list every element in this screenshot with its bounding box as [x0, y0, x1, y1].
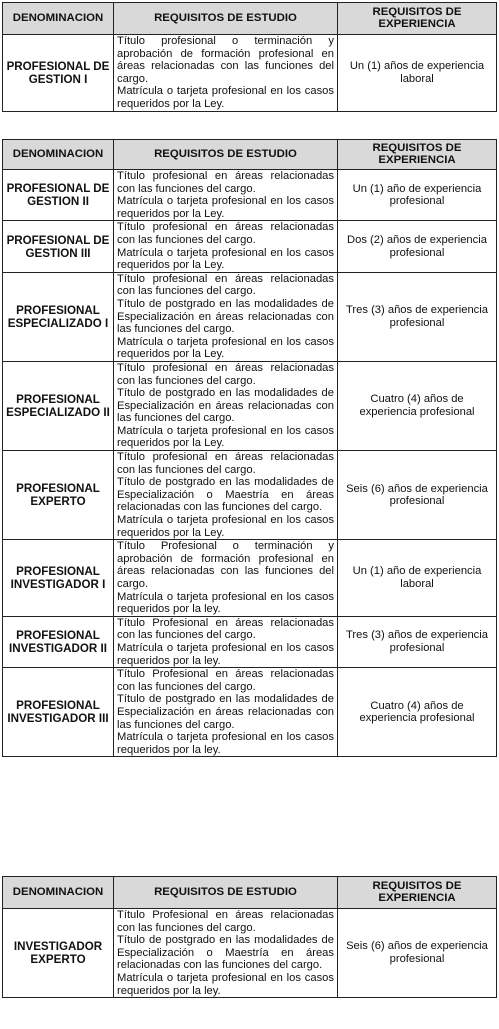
cargo-denominacion: PROFESIONAL INVESTIGADOR III	[3, 668, 114, 757]
requisitos-experiencia-cell: Seis (6) años de experiencia profesional	[338, 909, 497, 998]
header-denominacion: DENOMINACION	[3, 140, 114, 170]
table-row	[3, 361, 497, 450]
table-header	[3, 3, 497, 35]
requisito-estudio-text: Título Profesional en áreas relacionadas con las funciones del cargo.	[117, 668, 334, 693]
requisitos-estudio-cell	[114, 272, 338, 361]
requisito-estudio-text: Matrícula o tarjeta profesional en los casos requeridos por la ley.	[117, 971, 334, 997]
cargo-denominacion: PROFESIONAL INVESTIGADOR I	[3, 540, 114, 617]
requirements-table-1	[2, 2, 497, 112]
header-requisitos-experiencia: REQUISITOS DE EXPERIENCIA	[338, 140, 497, 170]
cargo-denominacion: PROFESIONAL ESPECIALIZADO II	[3, 361, 114, 450]
cargo-denominacion: PROFESIONAL DE GESTION III	[3, 221, 114, 272]
requisitos-estudio-cell	[114, 451, 338, 540]
table-row	[3, 616, 497, 667]
table-row	[3, 909, 497, 998]
requisito-estudio-text: Título de postgrado en las modalidades de Especialización en áreas relacionadas con las funciones del cargo.	[117, 387, 334, 425]
header-requisitos-estudio: REQUISITOS DE ESTUDIO	[114, 3, 338, 35]
requisito-estudio-text: Título profesional en áreas relacionadas con las funciones del cargo.	[117, 272, 334, 298]
requisitos-estudio-cell	[114, 668, 338, 757]
requisitos-experiencia-cell: Un (1) año de experiencia profesional	[338, 170, 497, 221]
requisitos-estudio-cell	[114, 616, 338, 667]
table-row	[3, 170, 497, 221]
requisito-estudio-text: Matrícula o tarjeta profesional en los casos requeridos por la ley.	[117, 731, 334, 756]
requisito-estudio-text: Título profesional en áreas relacionadas con las funciones del cargo.	[117, 221, 334, 246]
requisito-estudio-text: Matrícula o tarjeta profesional en los casos requeridos por la ley.	[117, 641, 334, 667]
requisitos-estudio-cell	[114, 909, 338, 998]
requisitos-estudio-cell	[114, 540, 338, 617]
requisito-estudio-text: Título de postgrado en las modalidades de Especialización en áreas relacionadas con las funciones del cargo.	[117, 693, 334, 731]
header-denominacion: DENOMINACION	[3, 3, 114, 35]
requisito-estudio-text: Título profesional o terminación y aprobación de formación profesional en áreas relacionadas con las funciones del cargo.	[117, 35, 334, 85]
requisito-estudio-text: Título Profesional o terminación y aprobación de formación profesional en áreas relacionadas con las funciones del cargo.	[117, 540, 334, 590]
cargo-denominacion: PROFESIONAL DE GESTION I	[3, 35, 114, 112]
requisitos-estudio-cell	[114, 170, 338, 221]
requisito-estudio-text: Título de postgrado en las modalidades de Especialización en áreas relacionadas con las funciones del cargo.	[117, 297, 334, 336]
table-row	[3, 451, 497, 540]
header-requisitos-experiencia: REQUISITOS DE EXPERIENCIA	[338, 3, 497, 35]
table-body	[3, 35, 497, 112]
requisito-estudio-text: Matrícula o tarjeta profesional en los casos requeridos por la ley.	[117, 590, 334, 616]
table-row	[3, 221, 497, 272]
requisitos-experiencia-cell: Tres (3) años de experiencia profesional	[338, 616, 497, 667]
requisito-estudio-text: Título de postgrado en las modalidades de Especialización o Maestría en áreas relacionadas con las funciones del cargo.	[117, 934, 334, 972]
requisitos-estudio-cell	[114, 35, 338, 112]
requisito-estudio-text: Título profesional en áreas relacionadas con las funciones del cargo.	[117, 361, 334, 387]
requisitos-experiencia-cell: Un (1) años de experiencia laboral	[338, 35, 497, 112]
table-header	[3, 877, 497, 909]
requisitos-experiencia-cell: Un (1) año de experiencia laboral	[338, 540, 497, 617]
requisito-estudio-text: Matrícula o tarjeta profesional en los casos requeridos por la Ley.	[117, 424, 334, 450]
requisito-estudio-text: Título de postgrado en las modalidades de Especialización o Maestría en áreas relacionadas con las funciones del cargo.	[117, 476, 334, 514]
table-header	[3, 140, 497, 170]
cargo-denominacion: PROFESIONAL EXPERTO	[3, 451, 114, 540]
header-requisitos-experiencia: REQUISITOS DE EXPERIENCIA	[338, 877, 497, 909]
table-row	[3, 540, 497, 617]
requisitos-estudio-cell	[114, 221, 338, 272]
requisito-estudio-text: Matrícula o tarjeta profesional en los casos requeridos por la Ley.	[117, 246, 334, 272]
requirements-table-2	[2, 139, 497, 757]
table-row	[3, 35, 497, 112]
requisitos-experiencia-cell: Cuatro (4) años de experiencia profesional	[338, 361, 497, 450]
cargo-denominacion: PROFESIONAL DE GESTION II	[3, 170, 114, 221]
table-row	[3, 272, 497, 361]
requisito-estudio-text: Matrícula o tarjeta profesional en los casos requeridos por la Ley.	[117, 195, 334, 220]
requirements-table-3	[2, 876, 497, 998]
requisito-estudio-text: Título profesional en áreas relacionadas con las funciones del cargo.	[117, 451, 334, 476]
requisito-estudio-text: Título Profesional en áreas relacionadas con las funciones del cargo.	[117, 616, 334, 642]
table-row	[3, 668, 497, 757]
cargo-denominacion: INVESTIGADOR EXPERTO	[3, 909, 114, 998]
requisitos-experiencia-cell: Seis (6) años de experiencia profesional	[338, 451, 497, 540]
requisitos-experiencia-cell: Dos (2) años de experiencia profesional	[338, 221, 497, 272]
header-requisitos-estudio: REQUISITOS DE ESTUDIO	[114, 877, 338, 909]
requisito-estudio-text: Matrícula o tarjeta profesional en los casos requeridos por la Ley.	[117, 335, 334, 361]
header-denominacion: DENOMINACION	[3, 877, 114, 909]
header-requisitos-estudio: REQUISITOS DE ESTUDIO	[114, 140, 338, 170]
requisitos-estudio-cell	[114, 361, 338, 450]
cargo-denominacion: PROFESIONAL INVESTIGADOR II	[3, 616, 114, 667]
requisitos-experiencia-cell: Cuatro (4) años de experiencia profesional	[338, 668, 497, 757]
table-body	[3, 170, 497, 757]
requisito-estudio-text: Matrícula o tarjeta profesional en los casos requeridos por la Ley.	[117, 85, 334, 110]
requisito-estudio-text: Título Profesional en áreas relacionadas con las funciones del cargo.	[117, 909, 334, 934]
requisito-estudio-text: Matrícula o tarjeta profesional en los casos requeridos por la Ley.	[117, 514, 334, 539]
requisitos-experiencia-cell: Tres (3) años de experiencia profesional	[338, 272, 497, 361]
table-body	[3, 909, 497, 998]
requisito-estudio-text: Título profesional en áreas relacionadas con las funciones del cargo.	[117, 170, 334, 195]
cargo-denominacion: PROFESIONAL ESPECIALIZADO I	[3, 272, 114, 361]
